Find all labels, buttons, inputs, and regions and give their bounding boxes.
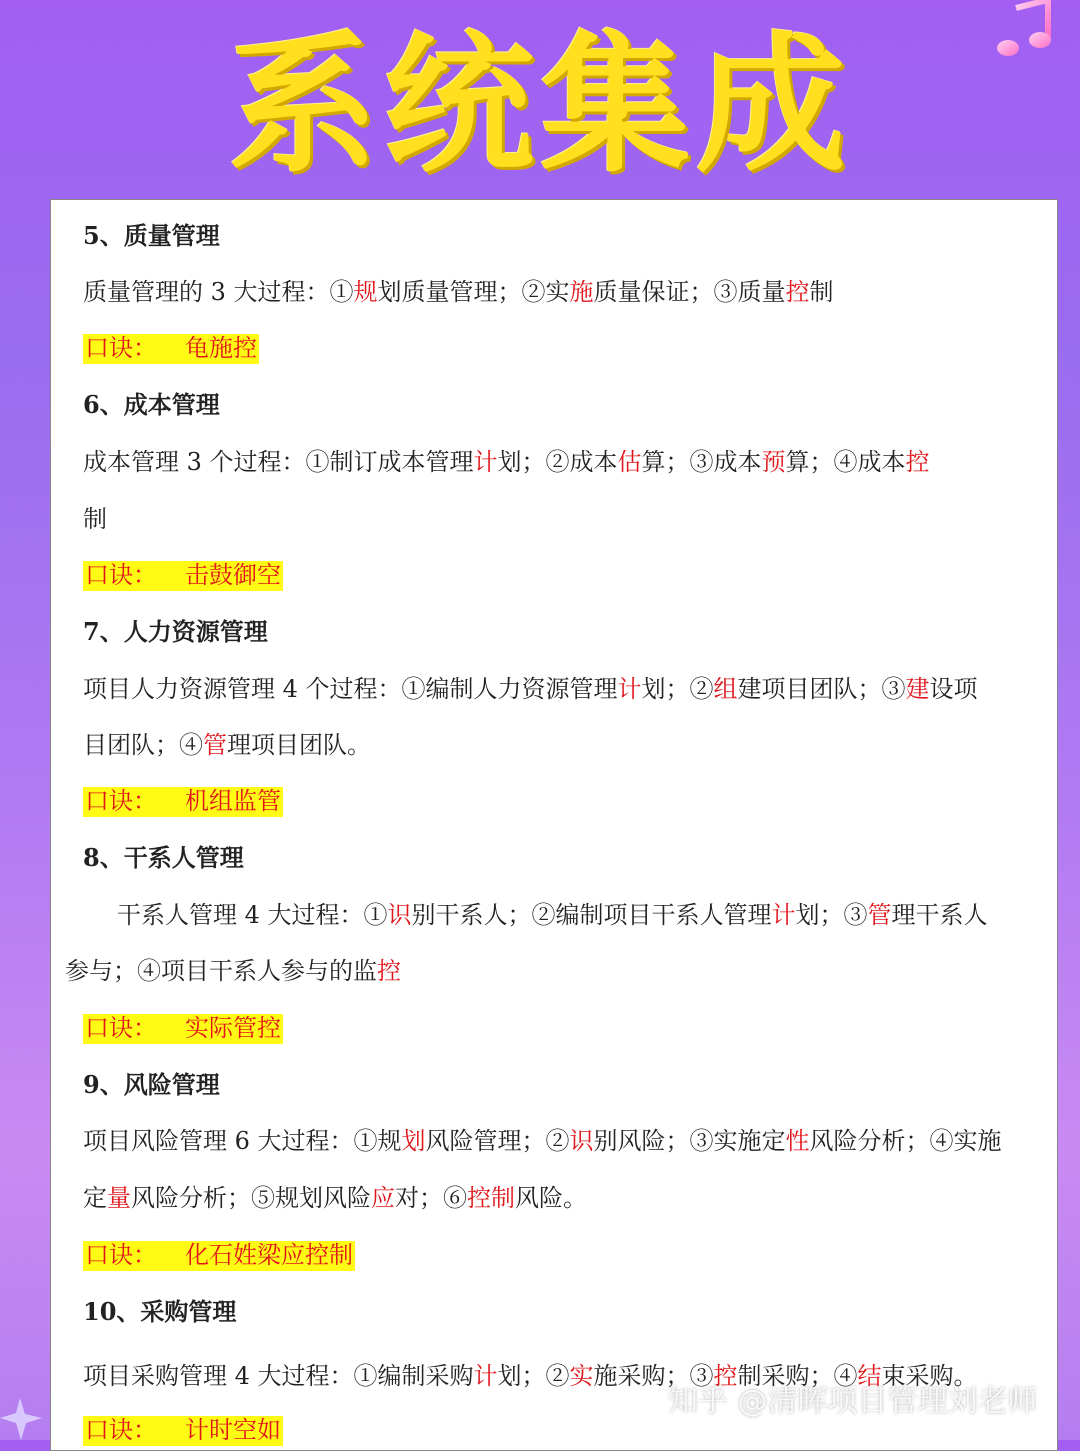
mnemonic-text: 计时空如 [185, 1416, 281, 1444]
body-text: 项目采购管理 4 大过程：①编制采购 [83, 1362, 474, 1390]
body-text: 设项 [929, 675, 978, 703]
body-text: 划；②成本 [497, 448, 618, 476]
section-heading: 10、采购管理 [83, 1297, 237, 1326]
section-heading: 5、质量管理 [83, 221, 220, 250]
keyword-highlight: 应 [371, 1184, 395, 1212]
body-text: 划质量管理；②实 [377, 278, 570, 306]
body-text: 划；② [641, 675, 714, 703]
body-text: 别风险；③实施定 [593, 1127, 786, 1155]
mnemonic [83, 1011, 283, 1045]
keyword-highlight: 识 [387, 901, 412, 929]
body-text: 参与；④项目干系人参与的监 [65, 957, 377, 985]
mnemonic-highlight [83, 787, 283, 817]
section-body-line [83, 502, 107, 536]
body-text: 制采购；④ [737, 1362, 858, 1390]
body-text: 风险分析；④实施 [809, 1127, 1002, 1155]
keyword-highlight: 结 [857, 1362, 882, 1390]
mnemonic-text: 化石姓梁应控制 [185, 1241, 353, 1269]
keyword-highlight: 控 [377, 957, 401, 985]
body-text: 干系人管理 4 大过程：① [117, 901, 388, 929]
section-body-line [83, 445, 930, 479]
body-text: 别干系人；②编制项目干系人管理 [411, 901, 772, 929]
sparkle-star-icon [0, 1392, 50, 1440]
keyword-highlight: 计 [617, 675, 642, 703]
body-text: 划；③ [795, 901, 868, 929]
section-heading: 8、干系人管理 [83, 843, 244, 872]
keyword-highlight: 控 [905, 448, 930, 476]
keyword-highlight: 估 [617, 448, 642, 476]
section-body-line [117, 898, 988, 932]
keyword-highlight: 规 [353, 278, 378, 306]
music-note-icon [988, 0, 1058, 60]
body-text: 算；③成本 [641, 448, 762, 476]
section-body-line [83, 672, 978, 706]
section-body-line [83, 728, 371, 762]
keyword-highlight: 实 [569, 1362, 594, 1390]
body-text: 理干系人 [891, 901, 988, 929]
mnemonic [83, 784, 283, 818]
keyword-highlight: 计 [771, 901, 796, 929]
keyword-highlight: 管 [203, 731, 227, 759]
body-text: 束采购。 [881, 1362, 978, 1390]
mnemonic-text: 击鼓御空 [185, 561, 281, 589]
body-text: 质量保证；③质量 [593, 278, 786, 306]
body-text: 目团队；④ [83, 731, 203, 759]
body-text: 风险分析；⑤规划风险 [131, 1184, 371, 1212]
body-text: 质量管理的 3 大过程：① [83, 278, 354, 306]
body-text: 对；⑥ [395, 1184, 467, 1212]
watermark: 知乎 @清晖项目管理刘老师 [668, 1384, 1038, 1419]
keyword-highlight: 管 [867, 901, 892, 929]
keyword-highlight: 划 [401, 1127, 426, 1155]
body-text: 项目风险管理 6 大过程：①规 [83, 1127, 402, 1155]
body-text: 风险管理；② [425, 1127, 570, 1155]
section-heading: 7、人力资源管理 [83, 617, 268, 646]
keyword-highlight: 组 [713, 675, 738, 703]
mnemonic [83, 1413, 283, 1447]
keyword-highlight: 计 [473, 448, 498, 476]
section-heading: 9、风险管理 [83, 1070, 220, 1099]
body-text: 算；④成本 [785, 448, 906, 476]
keyword-highlight: 量 [107, 1184, 131, 1212]
document-page [50, 199, 1058, 1451]
section-body-line [83, 1124, 1002, 1158]
keyword-highlight: 预 [761, 448, 786, 476]
mnemonic [83, 1238, 355, 1272]
body-text: 制 [809, 278, 834, 306]
body-text: 制 [83, 505, 107, 533]
mnemonic-highlight [83, 561, 283, 591]
body-text: 理项目团队。 [227, 731, 371, 759]
mnemonic-label: 口诀： [85, 1241, 157, 1269]
keyword-highlight: 控制 [467, 1184, 515, 1212]
keyword-highlight: 计 [473, 1362, 498, 1390]
keyword-highlight: 性 [785, 1127, 810, 1155]
body-text: 成本管理 3 个过程：①制订成本管理 [83, 448, 474, 476]
mnemonic-text: 实际管控 [185, 1014, 281, 1042]
mnemonic-highlight [83, 1416, 283, 1446]
mnemonic-label: 口诀： [85, 787, 157, 815]
body-text: 施采购；③ [593, 1362, 714, 1390]
mnemonic [83, 331, 259, 365]
section-heading: 6、成本管理 [83, 390, 220, 419]
section-body-line [83, 1181, 587, 1215]
body-text: 风险。 [515, 1184, 587, 1212]
mnemonic-label: 口诀： [85, 1416, 157, 1444]
mnemonic-label: 口诀： [85, 1014, 157, 1042]
mnemonic-text: 机组监管 [185, 787, 281, 815]
keyword-highlight: 建 [905, 675, 930, 703]
mnemonic-label: 口诀： [85, 334, 157, 362]
banner-title: 系统集成 [227, 19, 852, 193]
mnemonic [83, 558, 283, 592]
mnemonic-highlight [83, 1014, 283, 1044]
mnemonic-highlight [83, 334, 259, 364]
mnemonic-highlight [83, 1241, 355, 1271]
keyword-highlight: 控 [785, 278, 810, 306]
banner [0, 0, 1080, 196]
keyword-highlight: 识 [569, 1127, 594, 1155]
body-text: 建项目团队；③ [737, 675, 906, 703]
mnemonic-label: 口诀： [85, 561, 157, 589]
body-text: 定 [83, 1184, 107, 1212]
section-body-line [83, 275, 834, 309]
keyword-highlight: 施 [569, 278, 594, 306]
keyword-highlight: 控 [713, 1362, 738, 1390]
section-body-line [65, 954, 401, 988]
body-text: 项目人力资源管理 4 个过程：①编制人力资源管理 [83, 675, 618, 703]
body-text: 划；② [497, 1362, 570, 1390]
mnemonic-text: 龟施控 [185, 334, 257, 362]
